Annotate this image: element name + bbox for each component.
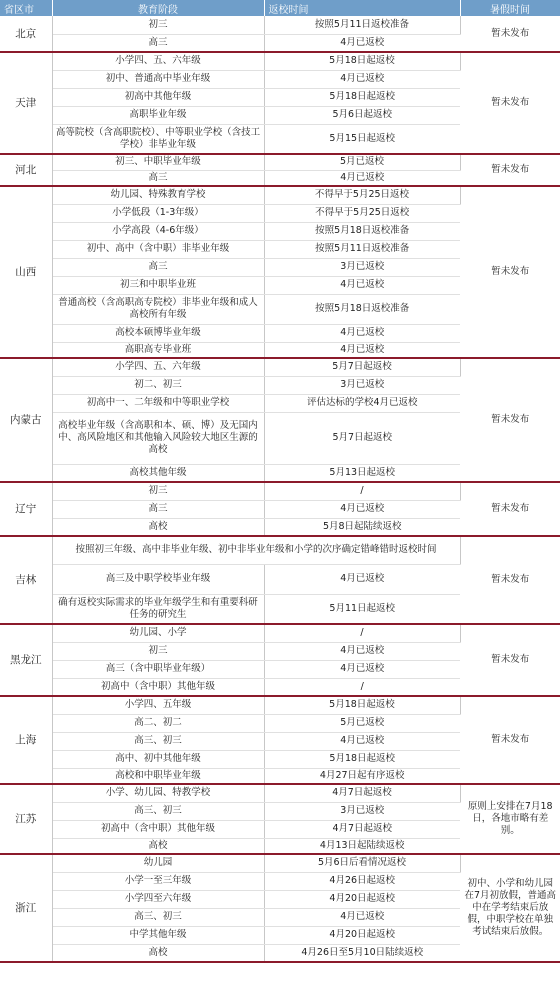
stage-cell: 小学、幼儿园、特教学校 xyxy=(52,784,264,802)
table-row xyxy=(0,358,560,376)
summer-cell: 暂未发布 xyxy=(460,16,560,52)
return-time-cell: 5月8日起陆续返校 xyxy=(264,518,460,536)
table-row xyxy=(0,536,560,564)
header-stage: 教育阶段 xyxy=(52,0,264,16)
stage-cell: 小学一至三年级 xyxy=(52,872,264,890)
return-time-cell: 不得早于5月25日返校 xyxy=(264,204,460,222)
return-time-cell: 4月7日起返校 xyxy=(264,784,460,802)
stage-cell: 初高中一、二年级和中等职业学校 xyxy=(52,394,264,412)
stage-cell: 小学四、五、六年级 xyxy=(52,52,264,70)
return-time-cell: 4月已返校 xyxy=(264,500,460,518)
return-time-cell: 5月18日起返校 xyxy=(264,52,460,70)
return-time-cell: 按照5月11日返校准备 xyxy=(264,240,460,258)
header-return-time: 返校时间 xyxy=(264,0,460,16)
stage-cell: 高三 xyxy=(52,170,264,186)
stage-cell: 高中、初中其他年级 xyxy=(52,750,264,768)
stage-cell: 高三（含中职毕业年级） xyxy=(52,660,264,678)
return-time-cell: 按照5月18日返校准备 xyxy=(264,222,460,240)
summer-cell: 暂未发布 xyxy=(460,482,560,536)
summer-cell: 初中、小学和幼儿园在7月初放假，普通高中在学考结束后放假，中职学校在单独考试结束后放假。 xyxy=(460,854,560,962)
stage-cell: 小学低段（1-3年级） xyxy=(52,204,264,222)
summer-cell: 暂未发布 xyxy=(460,358,560,482)
return-time-cell: 4月已返校 xyxy=(264,342,460,358)
stage-cell: 初二、初三 xyxy=(52,376,264,394)
return-time-cell: 4月7日起返校 xyxy=(264,820,460,838)
province-cell: 内蒙古 xyxy=(0,358,52,482)
return-time-cell: 5月13日起返校 xyxy=(264,464,460,482)
table-row xyxy=(0,482,560,500)
return-time-cell: / xyxy=(264,482,460,500)
stage-cell: 初高中（含中职）其他年级 xyxy=(52,678,264,696)
stage-cell: 高三 xyxy=(52,500,264,518)
stage-cell: 小学四、五年级 xyxy=(52,696,264,714)
stage-cell: 小学高段（4-6年级） xyxy=(52,222,264,240)
stage-cell: 初三和中职毕业班 xyxy=(52,276,264,294)
return-time-cell: 4月26日至5月10日陆续返校 xyxy=(264,944,460,962)
province-cell: 黑龙江 xyxy=(0,624,52,696)
stage-cell: 幼儿园 xyxy=(52,854,264,872)
stage-cell: 幼儿园、小学 xyxy=(52,624,264,642)
summer-cell: 原则上安排在7月18日，各地市略有差别。 xyxy=(460,784,560,854)
stage-cell: 高三 xyxy=(52,258,264,276)
stage-cell: 高三及中职学校毕业年级 xyxy=(52,564,264,594)
stage-cell: 高三 xyxy=(52,34,264,52)
return-time-cell: 5月18日起返校 xyxy=(264,88,460,106)
return-time-cell: 5月7日起返校 xyxy=(264,412,460,464)
summer-cell: 暂未发布 xyxy=(460,536,560,624)
stage-cell: 初中、高中（含中职）非毕业年级 xyxy=(52,240,264,258)
return-time-cell: 5月11日起返校 xyxy=(264,594,460,624)
stage-cell: 高校 xyxy=(52,838,264,854)
stage-cell: 高校毕业年级（含高职和本、硕、博）及无国内中、高风险地区和其他输入风险较大地区生源的高校 xyxy=(52,412,264,464)
stage-cell: 幼儿园、特殊教育学校 xyxy=(52,186,264,204)
stage-cell: 高三、初三 xyxy=(52,908,264,926)
stage-cell: 初中、普通高中毕业年级 xyxy=(52,70,264,88)
table-row xyxy=(0,696,560,714)
stage-cell: 高职毕业年级 xyxy=(52,106,264,124)
header-summer: 暑假时间 xyxy=(460,0,560,16)
return-time-cell: 5月18日起返校 xyxy=(264,750,460,768)
return-time-cell: / xyxy=(264,624,460,642)
stage-cell: 高校 xyxy=(52,518,264,536)
summer-cell: 暂未发布 xyxy=(460,624,560,696)
stage-cell: 高校和中职毕业年级 xyxy=(52,768,264,784)
stage-cell: 初三 xyxy=(52,482,264,500)
province-cell: 上海 xyxy=(0,696,52,784)
return-time-cell: 4月27日起有序返校 xyxy=(264,768,460,784)
stage-cell: 高校 xyxy=(52,944,264,962)
return-time-cell: 5月6日起返校 xyxy=(264,106,460,124)
return-time-cell: 4月20日起返校 xyxy=(264,926,460,944)
summer-cell: 暂未发布 xyxy=(460,52,560,154)
return-time-cell: 5月已返校 xyxy=(264,714,460,732)
return-time-cell: 3月已返校 xyxy=(264,258,460,276)
return-time-cell: 4月已返校 xyxy=(264,324,460,342)
province-cell: 吉林 xyxy=(0,536,52,624)
table-body xyxy=(0,16,560,962)
table-header-row xyxy=(0,0,560,16)
province-cell: 浙江 xyxy=(0,854,52,962)
table-row xyxy=(0,624,560,642)
stage-cell: 小学四至六年级 xyxy=(52,890,264,908)
return-time-cell: 4月已返校 xyxy=(264,564,460,594)
stage-cell: 高等院校（含高职院校）、中等职业学校（含技工学校）非毕业年级 xyxy=(52,124,264,154)
stage-cell: 高三、初三 xyxy=(52,802,264,820)
return-time-cell: 4月已返校 xyxy=(264,70,460,88)
table-row xyxy=(0,16,560,34)
province-cell: 河北 xyxy=(0,154,52,186)
return-time-cell: 4月已返校 xyxy=(264,170,460,186)
province-cell: 辽宁 xyxy=(0,482,52,536)
stage-cell: 中学其他年级 xyxy=(52,926,264,944)
return-time-cell: 4月已返校 xyxy=(264,276,460,294)
table-row xyxy=(0,186,560,204)
return-time-cell: 4月26日起返校 xyxy=(264,872,460,890)
summer-cell: 暂未发布 xyxy=(460,696,560,784)
return-time-cell: 5月18日起返校 xyxy=(264,696,460,714)
stage-cell: 初三 xyxy=(52,16,264,34)
stage-cell: 高校其他年级 xyxy=(52,464,264,482)
stage-cell: 初高中其他年级 xyxy=(52,88,264,106)
stage-cell: 高校本硕博毕业年级 xyxy=(52,324,264,342)
return-time-cell: 按照5月18日返校准备 xyxy=(264,294,460,324)
province-cell: 江苏 xyxy=(0,784,52,854)
return-time-cell: 评估达标的学校4月已返校 xyxy=(264,394,460,412)
table-row xyxy=(0,52,560,70)
return-time-cell: 4月已返校 xyxy=(264,642,460,660)
table-row xyxy=(0,154,560,170)
table-row xyxy=(0,784,560,802)
region-note: 按照初三年级、高中非毕业年级、初中非毕业年级和小学的次序确定错峰错时返校时间 xyxy=(52,536,460,564)
summer-cell: 暂未发布 xyxy=(460,154,560,186)
return-time-cell: 4月已返校 xyxy=(264,34,460,52)
return-time-cell: 5月7日起返校 xyxy=(264,358,460,376)
return-time-cell: 不得早于5月25日返校 xyxy=(264,186,460,204)
return-time-cell: 4月已返校 xyxy=(264,732,460,750)
return-time-cell: 4月已返校 xyxy=(264,908,460,926)
return-time-cell: 5月已返校 xyxy=(264,154,460,170)
stage-cell: 初三、中职毕业年级 xyxy=(52,154,264,170)
stage-cell: 小学四、五、六年级 xyxy=(52,358,264,376)
province-cell: 山西 xyxy=(0,186,52,358)
return-time-cell: 5月15日起返校 xyxy=(264,124,460,154)
return-time-cell: 5月6日后看情况返校 xyxy=(264,854,460,872)
table-row xyxy=(0,854,560,872)
stage-cell: 高职高专毕业班 xyxy=(52,342,264,358)
return-time-cell: 4月20日起返校 xyxy=(264,890,460,908)
return-time-cell: 按照5月11日返校准备 xyxy=(264,16,460,34)
stage-cell: 初高中（含中职）其他年级 xyxy=(52,820,264,838)
stage-cell: 高三、初三 xyxy=(52,732,264,750)
province-cell: 天津 xyxy=(0,52,52,154)
stage-cell: 确有返校实际需求的毕业年级学生和有重要科研任务的研究生 xyxy=(52,594,264,624)
return-time-cell: 4月已返校 xyxy=(264,660,460,678)
stage-cell: 初三 xyxy=(52,642,264,660)
return-time-cell: 4月13日起陆续返校 xyxy=(264,838,460,854)
return-time-cell: 3月已返校 xyxy=(264,802,460,820)
stage-cell: 普通高校（含高职高专院校）非毕业年级和成人高校所有年级 xyxy=(52,294,264,324)
return-time-cell: / xyxy=(264,678,460,696)
stage-cell: 高二、初二 xyxy=(52,714,264,732)
header-province: 省区市 xyxy=(0,0,52,16)
summer-cell: 暂未发布 xyxy=(460,186,560,358)
return-time-cell: 3月已返校 xyxy=(264,376,460,394)
province-cell: 北京 xyxy=(0,16,52,52)
